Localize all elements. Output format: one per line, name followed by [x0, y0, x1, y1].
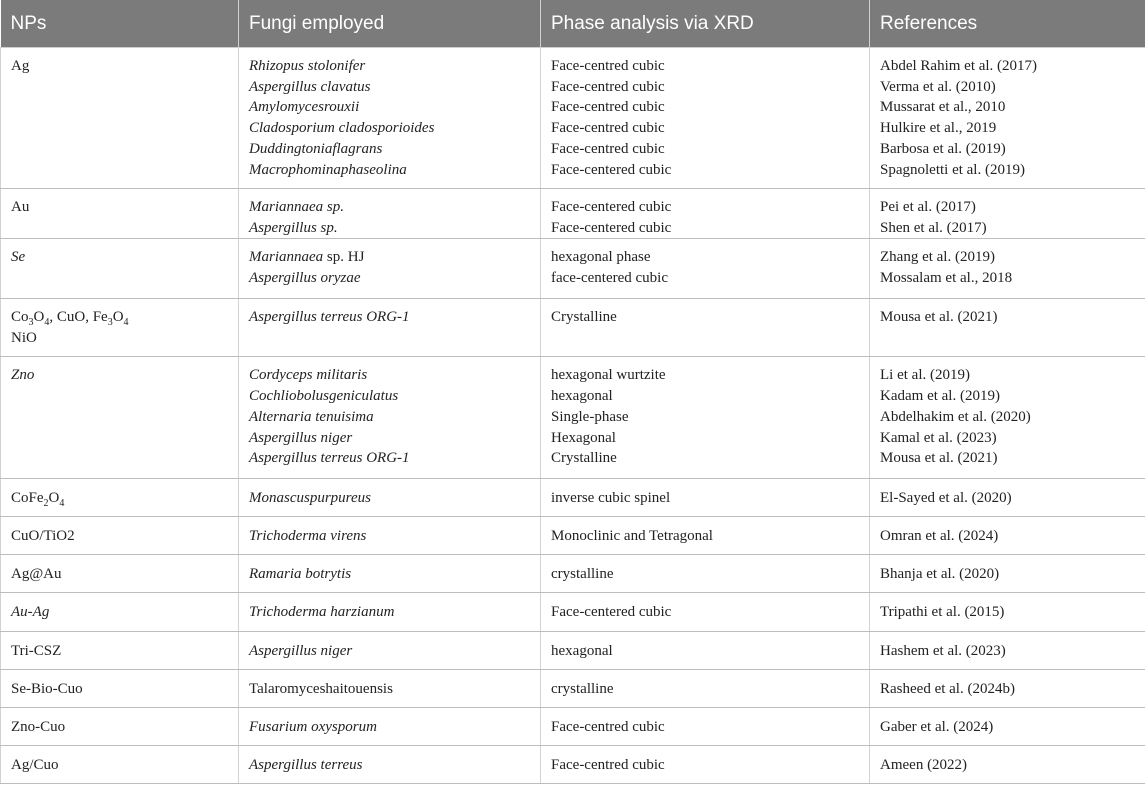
table-row [1, 632, 1145, 670]
reference-line: Kamal et al. (2023) [880, 429, 997, 446]
np-line: Se-Bio-Cuo [11, 681, 83, 698]
reference-cell [870, 189, 1145, 239]
reference-line: Li et al. (2019) [880, 367, 970, 384]
phase-line: face-centered cubic [551, 270, 668, 287]
fungi-line: Mariannaea sp. HJ [249, 249, 365, 266]
np-line: Tri-CSZ [11, 643, 62, 660]
phase-cell [541, 239, 870, 299]
fungi-line: Ramaria botrytis [249, 566, 352, 583]
fungi-line: Talaromyceshaitouensis [249, 681, 393, 698]
phase-cell [541, 632, 870, 670]
reference-line: Abdel Rahim et al. (2017) [880, 58, 1038, 74]
reference-cell [870, 593, 1145, 632]
table-row [1, 239, 1145, 299]
fungi-line: Aspergillus terreus [249, 757, 363, 774]
phase-line: crystalline [551, 681, 614, 698]
np-cell [1, 746, 239, 784]
reference-cell [870, 632, 1145, 670]
np-cell [1, 48, 239, 189]
phase-line: hexagonal wurtzite [551, 367, 666, 384]
np-cell [1, 479, 239, 517]
np-cell [1, 517, 239, 555]
np-cell [1, 708, 239, 746]
reference-line: Mousa et al. (2021) [880, 309, 998, 326]
fungi-line: Macrophominaphaseolina [249, 161, 407, 178]
fungi-line: Cladosporium cladosporioides [249, 120, 435, 137]
phase-line: Hexagonal [551, 429, 616, 446]
np-line: Au [11, 199, 30, 215]
phase-line: Crystalline [551, 309, 617, 326]
np-line: Au-Ag [11, 604, 50, 621]
reference-cell [870, 357, 1145, 479]
fungi-cell [239, 593, 541, 632]
fungi-cell [239, 239, 541, 299]
reference-line: Pei et al. (2017) [880, 199, 976, 215]
phase-line: hexagonal [551, 388, 613, 405]
table-row [1, 708, 1145, 746]
reference-cell [870, 555, 1145, 593]
phase-line: Face-centred cubic [551, 99, 665, 116]
reference-line: Mousa et al. (2021) [880, 450, 998, 467]
phase-line: hexagonal phase [551, 249, 651, 266]
phase-line: Face-centered cubic [551, 199, 672, 215]
phase-cell [541, 479, 870, 517]
fungi-line: Aspergillus oryzae [249, 270, 361, 287]
reference-line: Kadam et al. (2019) [880, 388, 1000, 405]
np-line: $Co_3O_4$, CuO, $Fe_3O_4$ [11, 309, 129, 329]
np-line: $CoFe_2O_4$ [11, 490, 65, 510]
np-cell [1, 239, 239, 299]
phase-line: inverse cubic spinel [551, 490, 671, 507]
reference-line: El-Sayed et al. (2020) [880, 490, 1012, 507]
phase-line: Single-phase [551, 408, 629, 425]
phase-cell [541, 746, 870, 784]
header-references: References [870, 0, 1145, 48]
reference-line: Abdelhakim et al. (2020) [880, 408, 1031, 425]
phase-line: Monoclinic and Tetragonal [551, 528, 713, 545]
fungi-cell [239, 746, 541, 784]
header-fungi-employed: Fungi employed [239, 0, 541, 48]
reference-line: Barbosa et al. (2019) [880, 140, 1006, 157]
reference-cell [870, 239, 1145, 299]
reference-line: Hashem et al. (2023) [880, 643, 1006, 660]
np-cell [1, 670, 239, 708]
phase-line: Face-centred cubic [551, 120, 665, 137]
reference-line: Verma et al. (2010) [880, 78, 996, 95]
fungi-line: Aspergillus sp. [249, 219, 338, 236]
np-cell [1, 593, 239, 632]
header-row [1, 0, 1145, 48]
reference-cell [870, 517, 1145, 555]
fungi-line: Aspergillus terreus ORG-1 [249, 450, 410, 467]
reference-line: Omran et al. (2024) [880, 528, 999, 545]
np-line: Ag [11, 58, 30, 74]
np-cell [1, 357, 239, 479]
reference-line: Tripathi et al. (2015) [880, 604, 1005, 621]
table-row [1, 357, 1145, 479]
fungi-cell [239, 708, 541, 746]
fungi-cell [239, 555, 541, 593]
fungi-line: Trichoderma virens [249, 528, 367, 545]
np-line: Zno [11, 367, 35, 384]
np-cell [1, 555, 239, 593]
reference-line: Spagnoletti et al. (2019) [880, 161, 1025, 178]
fungi-line: Cordyceps militaris [249, 367, 368, 384]
np-line: Ag@Au [11, 566, 62, 583]
np-line: Se [11, 249, 26, 266]
fungi-line: Rhizopus stolonifer [249, 58, 366, 74]
table-row [1, 670, 1145, 708]
fungi-cell [239, 189, 541, 239]
np-cell [1, 299, 239, 357]
fungi-line: Amylomycesrouxii [249, 99, 360, 116]
fungi-line: Aspergillus clavatus [249, 78, 371, 95]
table-body [1, 48, 1145, 784]
np-cell [1, 632, 239, 670]
phase-line: Face-centered cubic [551, 219, 672, 236]
phase-line: Face-centred cubic [551, 757, 665, 774]
reference-cell [870, 48, 1145, 189]
phase-cell [541, 708, 870, 746]
table-row [1, 48, 1145, 189]
fungi-cell [239, 479, 541, 517]
reference-line: Rasheed et al. (2024b) [880, 681, 1015, 698]
table-row [1, 517, 1145, 555]
fungi-line: Monascuspurpureus [249, 490, 371, 507]
reference-cell [870, 746, 1145, 784]
table-row [1, 479, 1145, 517]
reference-cell [870, 299, 1145, 357]
reference-line: Gaber et al. (2024) [880, 719, 994, 736]
phase-cell [541, 357, 870, 479]
reference-cell [870, 670, 1145, 708]
table-row [1, 593, 1145, 632]
phase-line: Face-centered cubic [551, 161, 672, 178]
table-row [1, 189, 1145, 239]
fungi-cell [239, 48, 541, 189]
reference-line: Mossalam et al., 2018 [880, 270, 1013, 287]
reference-line: Mussarat et al., 2010 [880, 99, 1006, 116]
phase-cell [541, 189, 870, 239]
phase-line: Face-centred cubic [551, 78, 665, 95]
phase-cell [541, 48, 870, 189]
fungi-line: Fusarium oxysporum [249, 719, 377, 736]
reference-cell [870, 708, 1145, 746]
fungi-cell [239, 632, 541, 670]
phase-line: Face-centred cubic [551, 58, 665, 74]
reference-line: Zhang et al. (2019) [880, 249, 995, 266]
np-line: Zno-Cuo [11, 719, 66, 736]
table-row [1, 746, 1145, 784]
table-row [1, 299, 1145, 357]
phase-cell [541, 555, 870, 593]
fungi-line: Aspergillus terreus ORG-1 [249, 309, 410, 326]
fungi-cell [239, 299, 541, 357]
fungi-line: Cochliobolusgeniculatus [249, 388, 399, 405]
reference-line: Shen et al. (2017) [880, 219, 987, 236]
reference-line: Hulkire et al., 2019 [880, 120, 997, 137]
phase-cell [541, 299, 870, 357]
phase-cell [541, 593, 870, 632]
phase-line: Face-centred cubic [551, 140, 665, 157]
reference-cell [870, 479, 1145, 517]
phase-line: hexagonal [551, 643, 613, 660]
fungi-line: Alternaria tenuisima [249, 408, 374, 425]
phase-line: Face-centered cubic [551, 604, 672, 621]
fungi-line: Mariannaea sp. [249, 199, 344, 215]
np-cell [1, 189, 239, 239]
phase-line: Crystalline [551, 450, 617, 467]
phase-cell [541, 670, 870, 708]
fungi-line: Duddingtoniaflagrans [249, 140, 383, 157]
np-line: CuO/TiO2 [11, 528, 75, 545]
fungi-cell [239, 670, 541, 708]
reference-line: Bhanja et al. (2020) [880, 566, 1000, 583]
fungi-line: Aspergillus niger [249, 429, 353, 446]
np-line: Ag/Cuo [11, 757, 59, 774]
phase-line: crystalline [551, 566, 614, 583]
phase-cell [541, 517, 870, 555]
np-line: NiO [11, 330, 37, 347]
header-phase-analysis: Phase analysis via XRD [541, 0, 870, 48]
reference-line: Ameen (2022) [880, 757, 968, 774]
fungi-line: Trichoderma harzianum [249, 604, 395, 621]
fungi-line: Aspergillus niger [249, 643, 353, 660]
header-nps: NPs [1, 0, 239, 48]
table-row [1, 555, 1145, 593]
fungi-cell [239, 357, 541, 479]
phase-line: Face-centred cubic [551, 719, 665, 736]
fungi-cell [239, 517, 541, 555]
